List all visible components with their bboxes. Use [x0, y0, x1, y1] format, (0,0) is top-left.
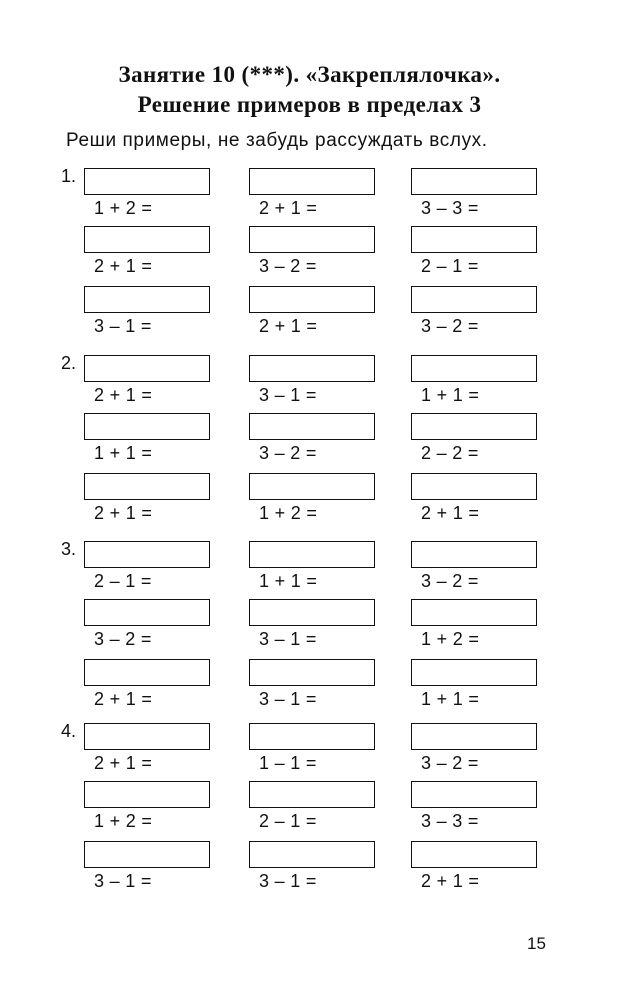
equation: 1 + 1 =: [259, 571, 318, 591]
answer-box[interactable]: [411, 841, 537, 868]
exercise-row: [0, 413, 619, 471]
exercise-cell: [84, 413, 214, 471]
equation: 3 – 3 =: [421, 811, 479, 831]
exercise-cell: [249, 723, 379, 781]
exercise-row: [0, 168, 619, 226]
answer-box[interactable]: [84, 286, 210, 313]
equation: 3 – 1 =: [259, 871, 317, 891]
exercise-cell: [249, 473, 379, 531]
exercise-cell: [84, 541, 214, 599]
exercise-cell: [84, 286, 214, 344]
answer-box[interactable]: [411, 413, 537, 440]
equation: 3 – 2 =: [259, 443, 317, 463]
lesson-title: Занятие 10 (***). «Закреплялочка».: [118, 62, 501, 87]
equation: 2 + 1 =: [94, 256, 153, 276]
exercise-cell: [249, 781, 379, 839]
equation: 1 + 2 =: [259, 503, 318, 523]
exercise-row: [0, 286, 619, 344]
answer-box[interactable]: [249, 599, 375, 626]
exercise-cell: [249, 168, 379, 226]
equation: 2 + 1 =: [94, 385, 153, 405]
exercise-cell: [411, 355, 541, 413]
exercise-row: [0, 226, 619, 284]
exercise-cell: [84, 168, 214, 226]
answer-box[interactable]: [249, 541, 375, 568]
equation: 3 – 1 =: [259, 629, 317, 649]
equation: 2 – 1 =: [94, 571, 152, 591]
equation: 1 + 2 =: [94, 198, 153, 218]
equation: 1 + 1 =: [94, 443, 153, 463]
exercise-number: 4.: [61, 721, 77, 741]
exercise-row: [0, 355, 619, 413]
equation: 3 – 3 =: [421, 198, 479, 218]
answer-box[interactable]: [411, 226, 537, 253]
exercise-row: [0, 723, 619, 781]
answer-box[interactable]: [411, 355, 537, 382]
exercise-cell: [249, 659, 379, 717]
answer-box[interactable]: [84, 599, 210, 626]
exercise-number: 3.: [61, 539, 77, 559]
equation: 2 + 1 =: [259, 198, 318, 218]
instruction-text: Реши примеры, не забудь рассуждать вслух.: [66, 130, 488, 151]
exercise-cell: [249, 413, 379, 471]
exercise-number: 1.: [61, 166, 77, 186]
exercise-cell: [411, 541, 541, 599]
exercise-cell: [411, 841, 541, 899]
answer-box[interactable]: [84, 541, 210, 568]
exercise-cell: [84, 781, 214, 839]
answer-box[interactable]: [411, 781, 537, 808]
equation: 2 + 1 =: [94, 689, 153, 709]
exercise-cell: [411, 723, 541, 781]
exercise-cell: [411, 599, 541, 657]
equation: 2 + 1 =: [421, 871, 480, 891]
answer-box[interactable]: [84, 168, 210, 195]
exercise-cell: [249, 355, 379, 413]
lesson-subtitle: Решение примеров в пределах 3: [137, 92, 482, 117]
answer-box[interactable]: [411, 286, 537, 313]
exercise-cell: [84, 723, 214, 781]
exercise-row: [0, 541, 619, 599]
equation: 2 + 1 =: [259, 316, 318, 336]
answer-box[interactable]: [249, 473, 375, 500]
exercise-cell: [249, 599, 379, 657]
equation: 3 – 1 =: [94, 316, 152, 336]
answer-box[interactable]: [249, 841, 375, 868]
answer-box[interactable]: [84, 226, 210, 253]
answer-box[interactable]: [411, 723, 537, 750]
exercise-cell: [411, 781, 541, 839]
exercise-cell: [84, 841, 214, 899]
answer-box[interactable]: [249, 286, 375, 313]
answer-box[interactable]: [411, 541, 537, 568]
exercise-row: [0, 473, 619, 531]
exercise-cell: [249, 841, 379, 899]
answer-box[interactable]: [84, 473, 210, 500]
answer-box[interactable]: [84, 781, 210, 808]
answer-box[interactable]: [249, 226, 375, 253]
exercise-cell: [411, 659, 541, 717]
equation: 3 – 1 =: [259, 385, 317, 405]
equation: 1 + 1 =: [421, 689, 480, 709]
equation: 2 – 1 =: [259, 811, 317, 831]
exercise-row: [0, 781, 619, 839]
exercise-cell: [249, 541, 379, 599]
answer-box[interactable]: [411, 168, 537, 195]
equation: 2 – 2 =: [421, 443, 479, 463]
equation: 3 – 2 =: [421, 753, 479, 773]
equation: 1 + 2 =: [421, 629, 480, 649]
answer-box[interactable]: [249, 413, 375, 440]
equation: 3 – 2 =: [421, 571, 479, 591]
answer-box[interactable]: [411, 599, 537, 626]
answer-box[interactable]: [249, 723, 375, 750]
exercise-row: [0, 841, 619, 899]
equation: 2 + 1 =: [94, 753, 153, 773]
answer-box[interactable]: [411, 659, 537, 686]
exercise-cell: [249, 286, 379, 344]
exercise-cell: [84, 659, 214, 717]
answer-box[interactable]: [84, 413, 210, 440]
exercise-group: [0, 355, 619, 535]
answer-box[interactable]: [84, 723, 210, 750]
exercise-cell: [84, 226, 214, 284]
equation: 1 – 1 =: [259, 753, 317, 773]
exercise-number: 2.: [61, 353, 77, 373]
exercise-cell: [84, 473, 214, 531]
answer-box[interactable]: [249, 168, 375, 195]
equation: 3 – 2 =: [259, 256, 317, 276]
answer-box[interactable]: [249, 659, 375, 686]
equation: 3 – 2 =: [94, 629, 152, 649]
exercise-cell: [249, 226, 379, 284]
exercise-row: [0, 599, 619, 657]
exercise-row: [0, 659, 619, 717]
equation: 3 – 1 =: [94, 871, 152, 891]
equation: 3 – 2 =: [421, 316, 479, 336]
exercise-cell: [84, 599, 214, 657]
equation: 2 + 1 =: [421, 503, 480, 523]
equation: 3 – 1 =: [259, 689, 317, 709]
equation: 1 + 2 =: [94, 811, 153, 831]
exercise-group: [0, 168, 619, 348]
equation: 2 – 1 =: [421, 256, 479, 276]
page-number: 15: [527, 934, 546, 953]
answer-box[interactable]: [249, 355, 375, 382]
equation: 1 + 1 =: [421, 385, 480, 405]
equation: 2 + 1 =: [94, 503, 153, 523]
answer-box[interactable]: [84, 355, 210, 382]
exercise-cell: [84, 355, 214, 413]
answer-box[interactable]: [84, 659, 210, 686]
exercise-cell: [411, 286, 541, 344]
exercise-cell: [411, 413, 541, 471]
exercise-group: [0, 723, 619, 903]
exercise-cell: [411, 226, 541, 284]
answer-box[interactable]: [249, 781, 375, 808]
answer-box[interactable]: [411, 473, 537, 500]
answer-box[interactable]: [84, 841, 210, 868]
exercise-cell: [411, 473, 541, 531]
exercise-cell: [411, 168, 541, 226]
exercise-group: [0, 541, 619, 721]
